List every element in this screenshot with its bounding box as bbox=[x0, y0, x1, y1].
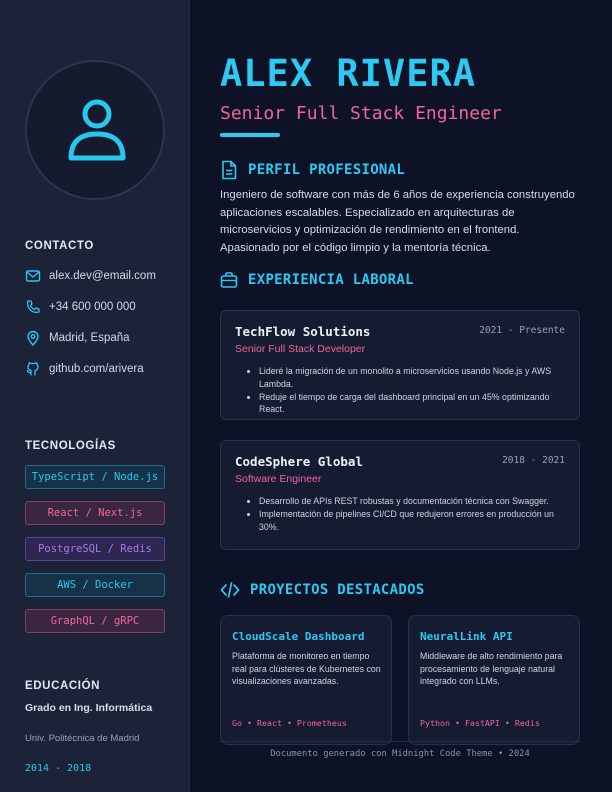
job-bullet: • Reduje el tiempo de carga del dashboard principal en un 45% optimizando React. bbox=[259, 391, 564, 417]
location-pin-icon bbox=[25, 330, 41, 346]
job-card bbox=[220, 440, 580, 550]
contact-heading: CONTACTO bbox=[25, 240, 94, 252]
projects-heading bbox=[220, 580, 425, 600]
project-description: Plataforma de monitoreo en tiempo real para clústeres de Kubernetes con visualizaciones avanzadas. bbox=[232, 651, 381, 686]
profile-heading-text: PERFIL PROFESIONAL bbox=[248, 162, 406, 178]
contact-github-text: github.com/arivera bbox=[49, 363, 144, 375]
job-bullet: • Implementación de pipelines CI/CD que redujeron errores en producción un 30%. bbox=[259, 508, 564, 534]
mail-icon bbox=[25, 268, 41, 284]
project-description: Middleware de alto rendimiento para procesamiento de lenguaje natural integrado con LLMs. bbox=[420, 651, 563, 686]
avatar bbox=[25, 60, 165, 200]
tech-badge: TypeScript / Node.js bbox=[25, 465, 165, 489]
contact-email[interactable] bbox=[25, 266, 156, 286]
person-name: ALEX RIVERA bbox=[220, 52, 477, 95]
sidebar bbox=[0, 0, 190, 792]
tech-badge: AWS / Docker bbox=[25, 573, 165, 597]
footer-text: Documento generado con Midnight Code Theme • 2024 bbox=[270, 749, 530, 759]
project-card bbox=[408, 615, 580, 745]
contact-location-text: Madrid, España bbox=[49, 332, 130, 344]
experience-heading bbox=[220, 270, 414, 290]
tech-badge: GraphQL / gRPC bbox=[25, 609, 165, 633]
job-dates: 2018 - 2021 bbox=[502, 455, 565, 466]
briefcase-icon bbox=[220, 271, 238, 289]
education-years: 2014 - 2018 bbox=[25, 763, 92, 774]
tech-heading: TECNOLOGÍAS bbox=[25, 440, 116, 452]
person-title: Senior Full Stack Engineer bbox=[220, 103, 502, 124]
contact-location bbox=[25, 328, 130, 348]
job-role: Software Engineer bbox=[235, 473, 322, 485]
contact-github[interactable] bbox=[25, 359, 144, 379]
education-degree: Grado en Ing. Informática bbox=[25, 702, 153, 714]
project-title: NeuralLink API bbox=[420, 630, 513, 643]
job-role: Senior Full Stack Developer bbox=[235, 343, 366, 355]
experience-heading-text: EXPERIENCIA LABORAL bbox=[248, 272, 414, 288]
education-heading: EDUCACIÓN bbox=[25, 680, 101, 692]
job-card bbox=[220, 310, 580, 420]
projects-heading-text: PROYECTOS DESTACADOS bbox=[250, 582, 425, 598]
project-tags: Python • FastAPI • Redis bbox=[420, 718, 540, 728]
job-bullet: • Lideré la migración de un monolito a microservicios usando Node.js y AWS Lambda. bbox=[259, 365, 564, 391]
profile-text: Ingeniero de software con más de 6 años de experiencia construyendo aplicaciones escalables. Especializado en arquitecturas de microservicios y optimización de rendimiento en el frontend. Apasionado por el código limpio y la mentoría técnica. bbox=[220, 189, 575, 254]
project-title: CloudScale Dashboard bbox=[232, 630, 365, 643]
tech-badge: React / Next.js bbox=[25, 501, 165, 525]
project-card bbox=[220, 615, 392, 745]
job-dates: 2021 - Presente bbox=[479, 325, 565, 336]
project-tags: Go • React • Prometheus bbox=[232, 718, 347, 728]
phone-icon bbox=[25, 299, 41, 315]
user-icon bbox=[65, 98, 129, 164]
profile-heading bbox=[220, 160, 405, 180]
contact-phone[interactable] bbox=[25, 297, 136, 317]
job-bullet: • Desarrollo de APIs REST robustas y documentación técnica con Swagger. bbox=[259, 495, 564, 508]
job-bullets bbox=[259, 495, 564, 533]
contact-email-text: alex.dev@email.com bbox=[49, 270, 156, 282]
contact-phone-text: +34 600 000 000 bbox=[49, 301, 136, 313]
title-underline bbox=[220, 133, 280, 137]
education-school: Univ. Politécnica de Madrid bbox=[25, 733, 140, 744]
tech-badge: PostgreSQL / Redis bbox=[25, 537, 165, 561]
code-icon bbox=[220, 581, 240, 599]
job-company: TechFlow Solutions bbox=[235, 324, 371, 339]
document-icon bbox=[220, 160, 238, 180]
footer-divider bbox=[220, 741, 580, 742]
job-company: CodeSphere Global bbox=[235, 454, 363, 469]
job-bullets bbox=[259, 365, 564, 416]
github-icon bbox=[25, 361, 41, 377]
